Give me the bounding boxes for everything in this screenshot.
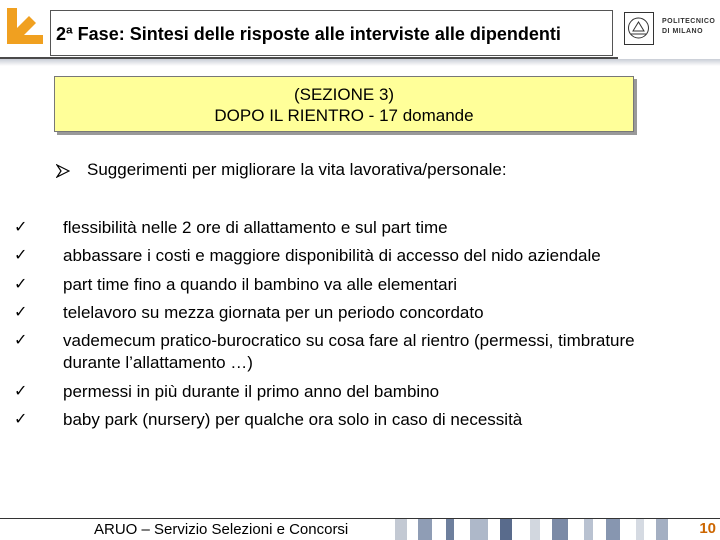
footer-stripe [606, 519, 620, 540]
footer-stripe [656, 519, 668, 540]
section-title: (SEZIONE 3) [293, 85, 395, 104]
page-title: 2ª Fase: Sintesi delle risposte alle interviste alle dipendenti [56, 24, 561, 44]
list-item [14, 245, 714, 267]
suggestions-list [14, 217, 714, 437]
subheading-text: Suggerimenti per migliorare la vita lavorativa/personale: [87, 160, 507, 179]
logo-text-line-1: POLITECNICO [662, 18, 716, 25]
list-item-text: telelavoro su mezza giornata per un periodo concordato [63, 302, 484, 322]
seal-icon [624, 12, 654, 45]
checkmark-icon: ✓ [14, 411, 28, 429]
list-item-text: baby park (nursery) per qualche ora solo in caso di necessità [63, 410, 523, 430]
list-item-text: part time fino a quando il bambino va alle elementari [63, 274, 458, 294]
list-item [14, 409, 714, 431]
footer-stripe [500, 519, 512, 540]
arrow-logo-icon [3, 4, 47, 48]
page-number: 10 [699, 520, 716, 537]
section-subtitle: DOPO IL RIENTRO - 17 domande [214, 106, 474, 125]
footer-stripe [446, 519, 454, 540]
checkmark-icon: ✓ [14, 247, 28, 265]
arrow-bullet-icon [56, 164, 70, 178]
list-item [14, 274, 714, 296]
footer-stripe [470, 519, 488, 540]
list-item-text: flessibilità nelle 2 ore di allattamento e sul part time [63, 218, 448, 237]
list-item [14, 217, 714, 239]
section-box [54, 76, 634, 132]
footer-stripe [584, 519, 593, 540]
list-item-text: permessi in più durante il primo anno del bambino [63, 381, 440, 401]
header-shadow [0, 59, 720, 66]
footer-label: ARUO – Servizio Selezioni e Concorsi [94, 521, 349, 538]
checkmark-icon: ✓ [14, 303, 28, 321]
checkmark-icon: ✓ [14, 275, 28, 293]
list-item-text: vademecum pratico-burocratico su cosa fare al rientro (permessi, timbrature durante l’allattamento …) [63, 331, 635, 373]
checkmark-icon: ✓ [14, 382, 28, 400]
list-item [14, 330, 661, 375]
footer-stripe [418, 519, 432, 540]
logo-text-line-2: DI MILANO [662, 28, 704, 35]
checkmark-icon: ✓ [14, 332, 28, 350]
university-logo [624, 12, 720, 46]
footer-stripe [636, 519, 644, 540]
list-item [14, 302, 714, 324]
checkmark-icon: ✓ [14, 219, 28, 236]
footer-stripe [395, 519, 407, 540]
footer-stripe [530, 519, 540, 540]
footer-stripe [552, 519, 568, 540]
list-item [14, 381, 714, 403]
list-item-text: abbassare i costi e maggiore disponibilità di accesso del nido aziendale [63, 246, 601, 266]
